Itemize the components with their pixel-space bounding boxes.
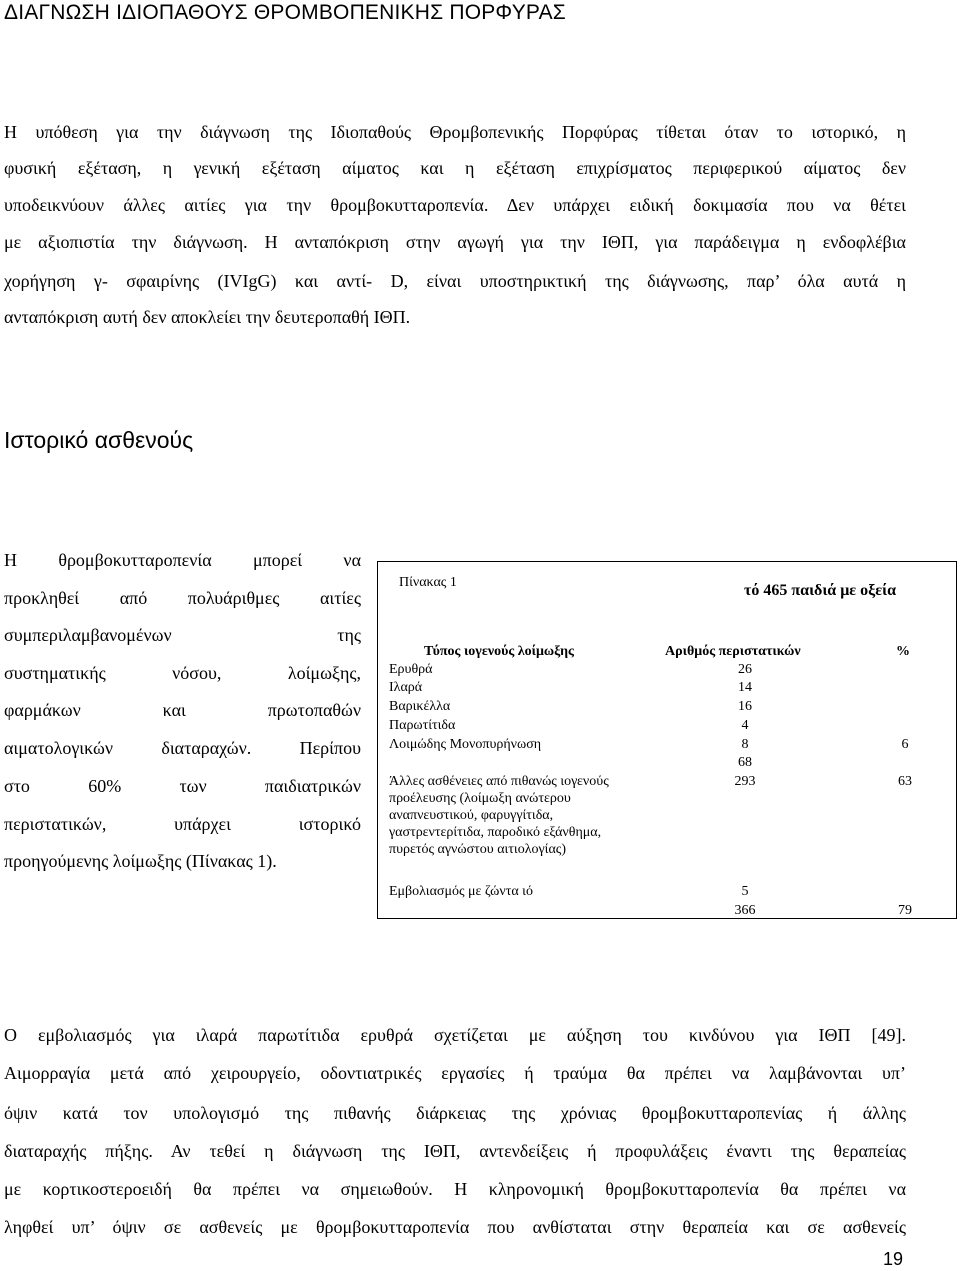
page-number: 19 <box>883 1249 904 1269</box>
document-title: ΔΙΑΓΝΩΣΗ ΙΔΙΟΠΑΘΟΥΣ ΘΡΟΜΒΟΠΕΝΙΚΗΣ ΠΟΡΦΥΡΑΣ <box>4 1 566 24</box>
intro-line: ανταπόκριση αυτή δεν αποκλείει την δευτεροπαθή ΙΘΠ. <box>4 307 411 327</box>
intro-line: φυσική εξέταση, η γενική εξέταση αίματος και η εξέταση επιχρίσματος περιφερικού αίματος δεν <box>4 158 906 178</box>
history-line: αιματολογικών διαταραχών. Περίπου <box>4 738 361 758</box>
section-heading: Ιστορικό ασθενούς <box>4 427 194 453</box>
cell-count: 366 <box>734 903 756 918</box>
closing-line: ληφθεί υπ’ όψιν σε ασθενείς με θρομβοκυτταροπενία που ανθίσταται στην θεραπεία και σε ασθενείς <box>4 1217 906 1237</box>
cell-percent: 79 <box>898 903 912 918</box>
cell-type: Λοιμώδης Μονοπυρήνωση <box>389 737 542 752</box>
cell-type: Άλλες ασθένειες από πιθανώς ιογενούς προέλευσης (λοίμωξη ανώτερου αναπνευστικού, φαρυγγίτιδα, γαστρεντερίτιδα, παροδικό εξάνθημα, πυρετός αγνώστου αιτιολογίας) <box>389 774 609 857</box>
history-line: Η θρομβοκυτταροπενία μπορεί να <box>4 550 361 570</box>
table-title: τό 465 παιδιά με οξεία <box>744 582 896 599</box>
column-header-count: Αριθμός περιστατικών <box>665 644 801 659</box>
intro-line: με αξιοπιστία την διάγνωση. Η ανταπόκριση στην αγωγή για την ΙΘΠ, για παράδειγμα η ενδοφλέβια <box>4 232 906 252</box>
cell-type: Ιλαρά <box>389 680 423 695</box>
cell-count: 5 <box>741 884 749 899</box>
history-line: περιστατικών, υπάρχει ιστορικό <box>4 814 361 834</box>
history-line: φαρμάκων και πρωτοπαθών <box>4 700 361 720</box>
cell-count: 68 <box>738 755 752 770</box>
closing-line: Αιμορραγία μετά από χειρουργείο, οδοντιατρικές εργασίες ή τραύμα θα πρέπει να λαμβάνονται υπ’ <box>4 1063 906 1083</box>
cell-type: Εμβολιασμός με ζώντα ιό <box>389 884 533 899</box>
table-caption: Πίνακας 1 <box>399 575 457 590</box>
intro-line: Η υπόθεση για την διάγνωση της Ιδιοπαθούς Θρομβοπενικής Πορφύρας τίθεται όταν το ιστορικό, η <box>4 122 906 142</box>
cell-type: Παρωτίτιδα <box>389 718 456 733</box>
column-header-percent: % <box>896 644 910 659</box>
closing-line: όψιν κατά τον υπολογισμό της πιθανής διάρκειας της χρόνιας θρομβοκυτταροπενίας ή άλλης <box>4 1103 906 1123</box>
cell-percent: 63 <box>898 774 912 789</box>
cell-count: 26 <box>738 662 752 677</box>
column-header-type: Τύπος ιογενούς λοίμωξης <box>424 644 574 659</box>
cell-count: 14 <box>738 680 752 695</box>
cell-count: 16 <box>738 699 752 714</box>
closing-line: διαταραχής πήξης. Αν τεθεί η διάγνωση της ΙΘΠ, αντενδείξεις ή προφυλάξεις έναντι της θεραπείας <box>4 1141 906 1161</box>
cell-count: 8 <box>741 737 749 752</box>
history-line: συστηματικής νόσου, λοίμωξης, <box>4 663 361 683</box>
closing-line: με κορτικοστεροειδή θα πρέπει να σημειωθούν. Η κληρονομική θρομβοκυτταροπενία θα πρέπει να <box>4 1179 906 1199</box>
cell-type: Ερυθρά <box>389 662 433 677</box>
history-line: στο 60% των παιδιατρικών <box>4 776 361 796</box>
history-line: συμπεριλαμβανομένων της <box>4 625 361 645</box>
intro-line: χορήγηση γ- σφαιρίνης (IVIgG) και αντί- D, είναι υποστηρικτική της διάγνωσης, παρ’ όλα αυτά η <box>4 271 906 291</box>
cell-count: 293 <box>734 774 756 789</box>
closing-line: Ο εμβολιασμός για ιλαρά παρωτίτιδα ερυθρά σχετίζεται με αύξηση του κινδύνου για ΙΘΠ [49]. <box>4 1025 906 1045</box>
cell-type: Βαρικέλλα <box>389 699 451 714</box>
intro-line: υποδεικνύουν άλλες αιτίες για την θρομβοκυτταροπενία. Δεν υπάρχει ειδική δοκιμασία που να θέτει <box>4 195 906 215</box>
cell-count: 4 <box>741 718 749 733</box>
cell-percent: 6 <box>901 737 909 752</box>
history-line: προκληθεί από πολυάριθμες αιτίες <box>4 588 361 608</box>
history-line: προηγούμενης λοίμωξης (Πίνακας 1). <box>4 851 277 871</box>
